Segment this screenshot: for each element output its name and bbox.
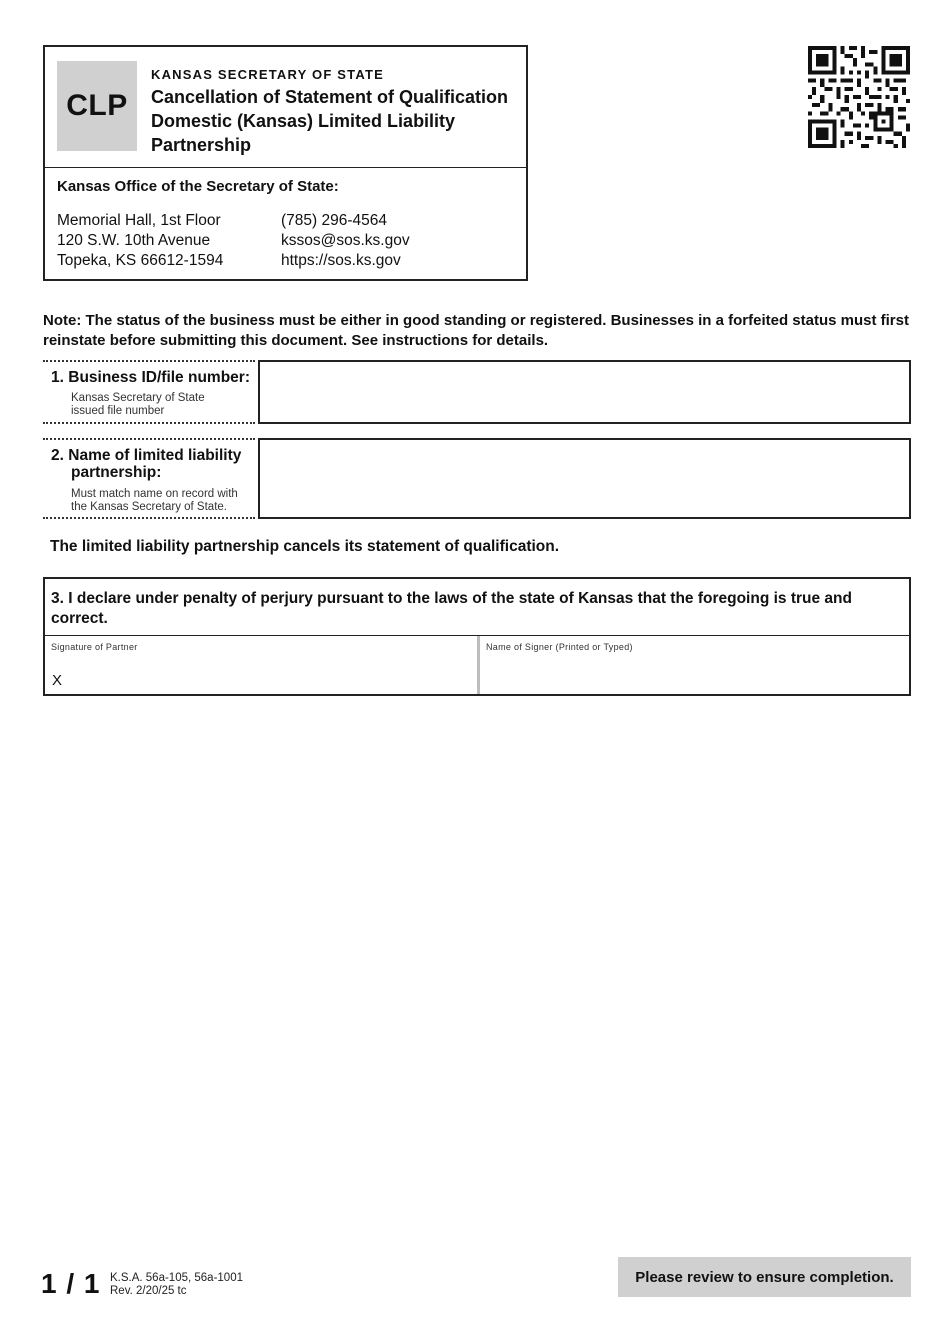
email-address: kssos@sos.ks.gov — [281, 232, 410, 249]
field-hint-line: the Kansas Secretary of State. — [71, 501, 227, 513]
field-label-text: Name of limited liability — [68, 447, 242, 464]
header-box — [43, 45, 528, 281]
review-notice: Please review to ensure completion. — [618, 1257, 911, 1297]
qr-code-icon — [808, 46, 910, 148]
status-note: Note: The status of the business must be either in good standing or registered. Businesses in a forfeited status must first reinstate before submitting this document. See instructions for details. — [43, 312, 909, 349]
signature-mark: X — [52, 672, 63, 689]
signature-field[interactable] — [45, 636, 477, 694]
phone-number: (785) 296-4564 — [281, 212, 387, 229]
cancellation-statement: The limited liability partnership cancels its statement of qualification. — [50, 538, 560, 555]
office-contact — [281, 211, 410, 271]
field-1-hint — [71, 392, 205, 418]
declaration-statement: I declare under penalty of perjury pursuant to the laws of the state of Kansas that the foregoing is true and correct. — [51, 590, 852, 627]
partnership-name-input[interactable] — [258, 438, 911, 519]
form-title-line: Domestic (Kansas) Limited Liability — [151, 111, 456, 131]
business-id-input[interactable] — [258, 360, 911, 424]
field-hint-line: Kansas Secretary of State — [71, 392, 205, 404]
field-number: 3. — [51, 590, 64, 607]
field-1-label-area — [43, 360, 255, 424]
address-line: Memorial Hall, 1st Floor — [57, 212, 221, 229]
website-url: https://sos.ks.gov — [281, 252, 401, 269]
form-title-line: Partnership — [151, 135, 252, 155]
field-hint-line: Must match name on record with — [71, 488, 238, 500]
field-2-label-area — [43, 438, 255, 519]
agency-name: KANSAS SECRETARY OF STATE — [151, 67, 384, 82]
revision-line: Rev. 2/20/25 tc — [110, 1285, 187, 1297]
declaration-text — [51, 589, 891, 629]
field-2-label — [51, 447, 241, 481]
form-title — [151, 85, 526, 157]
form-title-line: Cancellation of Statement of Qualification — [151, 87, 509, 107]
address-line: 120 S.W. 10th Avenue — [57, 232, 211, 249]
title-area — [45, 47, 526, 168]
declaration-box — [43, 577, 911, 696]
page-number: 1 / 1 — [41, 1268, 101, 1299]
field-hint-line: issued file number — [71, 405, 165, 417]
office-heading: Kansas Office of the Secretary of State: — [57, 178, 339, 195]
office-address — [57, 211, 223, 271]
field-2-hint — [71, 488, 238, 514]
statute-line: K.S.A. 56a-105, 56a-1001 — [110, 1272, 243, 1284]
signer-name-label: Name of Signer (Printed or Typed) — [486, 642, 633, 652]
signer-name-field[interactable] — [480, 636, 909, 694]
field-number: 2. — [51, 447, 64, 464]
signature-label: Signature of Partner — [51, 642, 138, 652]
field-1-label — [51, 369, 250, 386]
statute-reference — [110, 1272, 243, 1298]
field-label-text: partnership: — [71, 464, 162, 481]
form-code-badge: CLP — [57, 61, 137, 151]
address-line: Topeka, KS 66612-1594 — [57, 252, 224, 269]
field-number: 1. — [51, 369, 64, 386]
field-label-text: Business ID/file number: — [68, 369, 250, 386]
